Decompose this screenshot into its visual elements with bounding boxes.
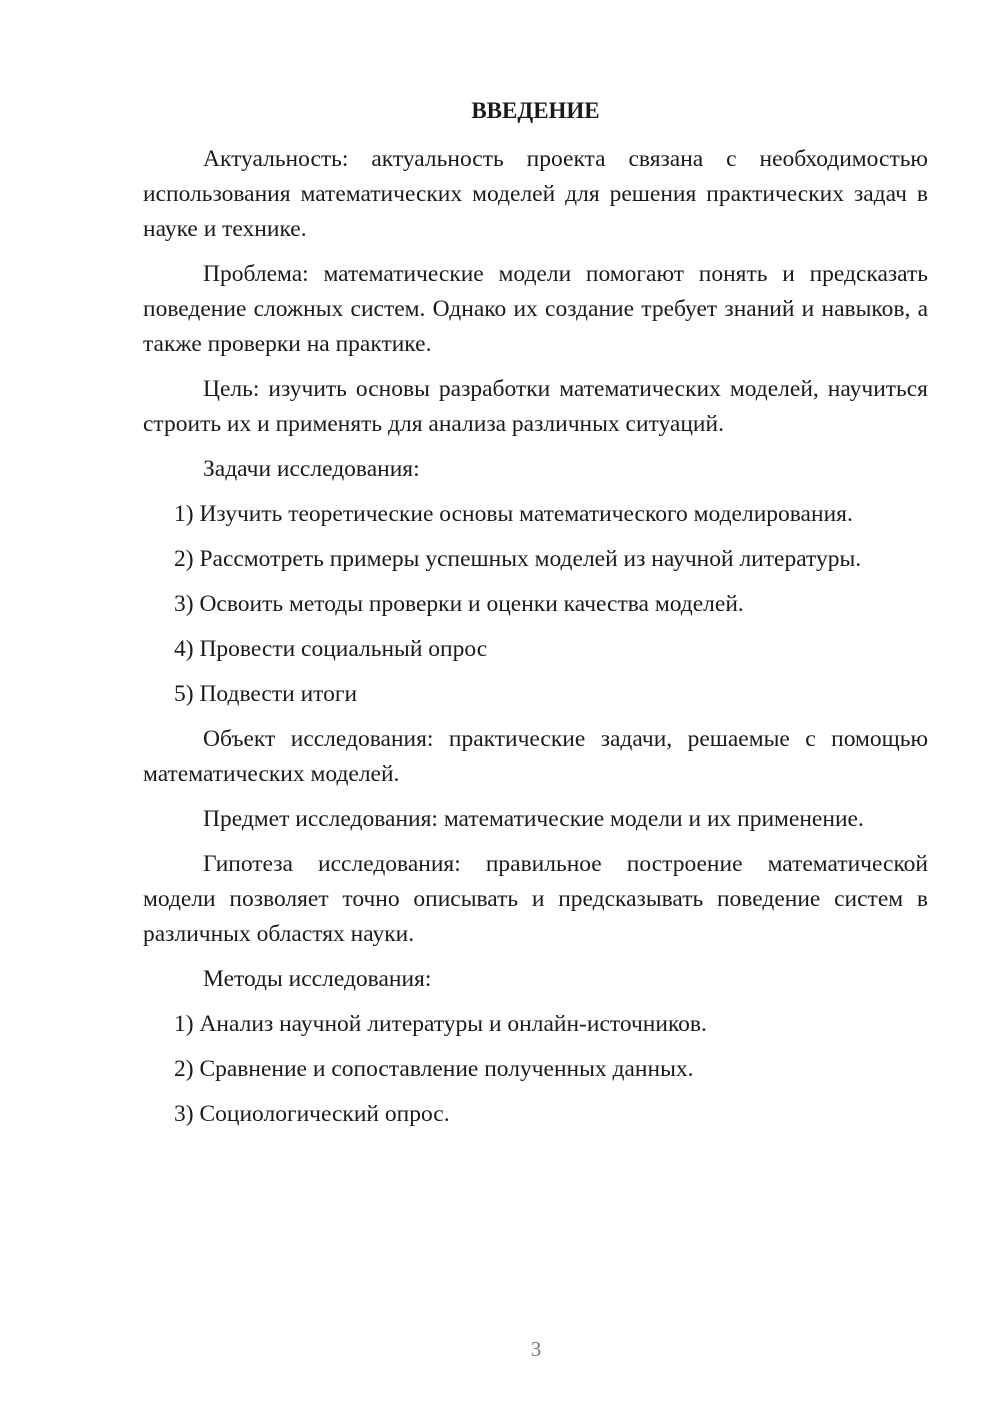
- object-paragraph: Объект исследования: практические задачи, решаемые с помощью математических моделей.: [143, 726, 928, 787]
- problem-paragraph: Проблема: математические модели помогают понять и предсказать поведение сложных систем. Однако их создание требует знаний и навыков, а также проверки на практике.: [143, 261, 928, 357]
- section-title: ВВЕДЕНИЕ: [471, 98, 600, 123]
- page-content: [143, 94, 928, 1142]
- tasks-heading: Задачи исследования:: [203, 456, 420, 482]
- method-item: 2) Сравнение и сопоставление полученных данных.: [174, 1056, 694, 1082]
- method-item: 3) Социологический опрос.: [174, 1101, 450, 1127]
- task-item: 1) Изучить теоретические основы математического моделирования.: [174, 501, 853, 527]
- subject-paragraph: Предмет исследования: математические модели и их применение.: [203, 806, 864, 832]
- methods-heading: Методы исследования:: [203, 966, 432, 992]
- hypothesis-paragraph: Гипотеза исследования: правильное построение математической модели позволяет точно описывать и предсказывать поведение систем в различных областях науки.: [143, 851, 928, 947]
- relevance-paragraph: Актуальность: актуальность проекта связана с необходимостью использования математических моделей для решения практических задач в науке и технике.: [143, 146, 928, 242]
- task-item: 4) Провести социальный опрос: [174, 636, 488, 662]
- goal-paragraph: Цель: изучить основы разработки математических моделей, научиться строить их и применять для анализа различных ситуаций.: [143, 376, 928, 437]
- task-item: 3) Освоить методы проверки и оценки качества моделей.: [174, 591, 744, 617]
- task-item: 2) Рассмотреть примеры успешных моделей из научной литературы.: [174, 546, 862, 572]
- method-item: 1) Анализ научной литературы и онлайн-источников.: [174, 1011, 707, 1037]
- task-item: 5) Подвести итоги: [174, 681, 358, 707]
- page-number: 3: [530, 1337, 542, 1361]
